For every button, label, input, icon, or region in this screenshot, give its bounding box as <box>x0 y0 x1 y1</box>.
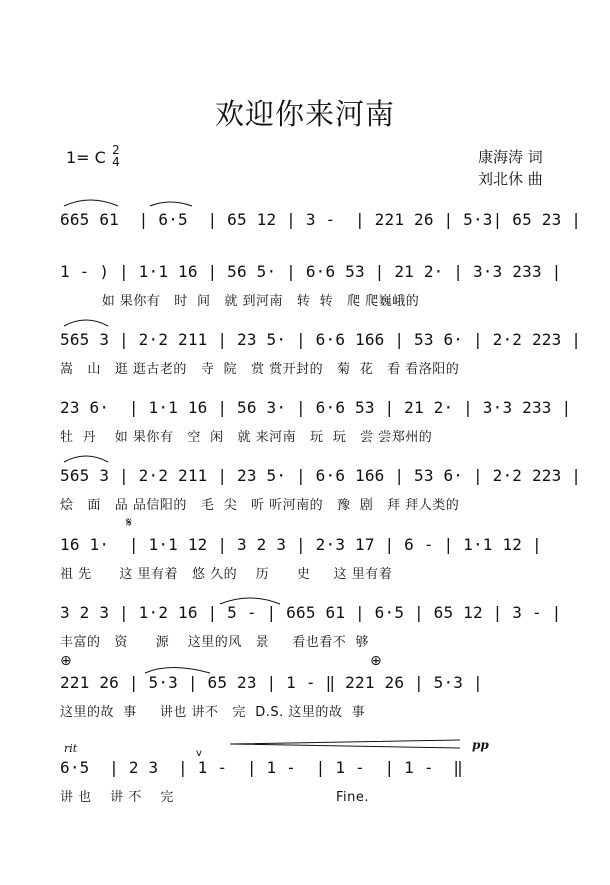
notation-row: 23 6· | 1·1 16 | 56 3· | 6·6 53 | 21 2· | 3·3 233 | <box>60 398 572 417</box>
lyrics-row: 如 果你有 时 间 就 到河南 转 转 爬 爬巍峨的 <box>60 294 420 309</box>
notation-row: 6·5 | 2 3 | 1 - | 1 - | 1 - | 1 - ‖ <box>60 758 464 777</box>
segno-mark: 𝄋 <box>126 515 133 531</box>
composer-credit: 刘北休 曲 <box>478 170 543 188</box>
lyrics-row: 丰富的 资 源 这里的风 景 看也看不 够 <box>60 635 370 650</box>
key-signature: 1= C <box>66 148 106 167</box>
breath-mark: v <box>196 748 202 759</box>
lyrics-row: 祖 先 这 里有着 悠 久的 历 史 这 里有着 <box>60 567 393 582</box>
ritardando-mark: rit <box>64 742 78 755</box>
lyricist-credit: 康海涛 词 <box>478 148 543 166</box>
lyrics-row: 嵩 山 逛 逛古老的 寺 院 赏 赏开封的 菊 花 看 看洛阳的 <box>60 362 460 377</box>
notation-row: 665 61 | 6·5 | 65 12 | 3 - | 221 26 | 5·3| 65 23 | <box>60 210 582 229</box>
lyrics-row: 牡 丹 如 果你有 空 闲 就 来河南 玩 玩 尝 尝郑州的 <box>60 430 433 445</box>
notation-row: 3 2 3 | 1·2 16 | 5 - | 665 61 | 6·5 | 65 12 | 3 - | <box>60 603 562 622</box>
notation-row: 565 3 | 2·2 211 | 23 5· | 6·6 166 | 53 6· | 2·2 223 | <box>60 466 582 485</box>
dynamic-pp-mark: pp <box>472 738 489 752</box>
coda-mark: ⊕ <box>60 653 72 669</box>
notation-row: 16 1· | 1·1 12 | 3 2 3 | 2·3 17 | 6 - | 1·1 12 | <box>60 535 542 554</box>
lyrics-row: 讲 也 讲 不 完 Fine. <box>60 790 369 805</box>
lyrics-row: 烩 面 品 品信阳的 毛 尖 听 听河南的 豫 剧 拜 拜人类的 <box>60 498 460 513</box>
time-signature-bottom: 4 <box>112 155 120 169</box>
notation-row: 565 3 | 2·2 211 | 23 5· | 6·6 166 | 53 6· | 2·2 223 | <box>60 330 582 349</box>
notation-row: 1 - ) | 1·1 16 | 56 5· | 6·6 53 | 21 2· | 3·3 233 | <box>60 262 562 281</box>
lyrics-row: 这里的故 事 讲也 讲不 完 D.S. 这里的故 事 <box>60 705 366 720</box>
coda-mark: ⊕ <box>370 653 382 669</box>
time-signature-top: 2 <box>112 143 120 157</box>
notation-row: 221 26 | 5·3 | 65 23 | 1 - ‖ 221 26 | 5·3 | <box>60 673 483 692</box>
song-title: 欢迎你来河南 <box>214 97 395 131</box>
